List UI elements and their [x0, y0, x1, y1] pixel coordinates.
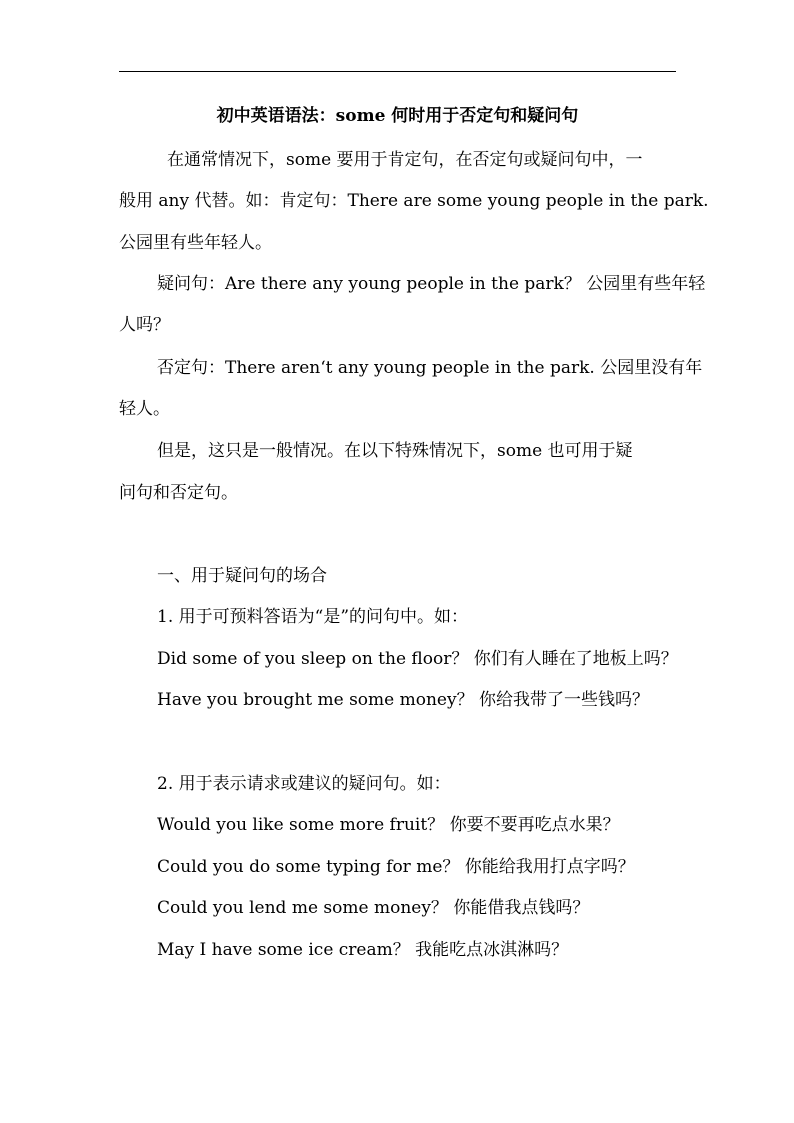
point-2-example: May I have some ice cream？ 我能吃点冰淇淋吗？ [157, 940, 569, 960]
section-heading: 一、用于疑问句的场合 [157, 566, 327, 586]
question-example-line-2: 人吗？ [119, 315, 170, 335]
header-rule [119, 71, 676, 72]
negative-example-line-1: 否定句：There aren‘t any young people in the park. 公园里没有年 [157, 358, 703, 378]
point-2-example: Could you lend me some money？ 你能借我点钱吗？ [157, 898, 590, 918]
point-1-example: Did some of you sleep on the floor？ 你们有人睡在了地板上吗？ [157, 649, 678, 669]
negative-example-line-2: 轻人。 [119, 399, 170, 419]
point-1-heading: 1. 用于可预料答语为“是”的问句中。如： [157, 607, 469, 627]
point-1-example: Have you brought me some money？ 你给我带了一些钱吗？ [157, 690, 649, 710]
document-title: 初中英语语法：some 何时用于否定句和疑问句 [216, 106, 579, 126]
however-line-2: 问句和否定句。 [119, 483, 238, 503]
intro-line-3: 公园里有些年轻人。 [119, 233, 272, 253]
point-2-example: Would you like some more fruit？ 你要不要再吃点水果？ [157, 815, 620, 835]
point-2-heading: 2. 用于表示请求或建议的疑问句。如： [157, 774, 451, 794]
however-line-1: 但是，这只是一般情况。在以下特殊情况下，some 也可用于疑 [157, 441, 633, 461]
point-2-example: Could you do some typing for me？ 你能给我用打点字吗？ [157, 857, 635, 877]
intro-line-2: 般用 any 代替。如：肯定句：There are some young people in the park. [119, 191, 709, 211]
intro-line-1: 在通常情况下，some 要用于肯定句，在否定句或疑问句中，一 [167, 150, 643, 170]
question-example-line-1: 疑问句：Are there any young people in the park？ 公园里有些年轻 [157, 274, 706, 294]
